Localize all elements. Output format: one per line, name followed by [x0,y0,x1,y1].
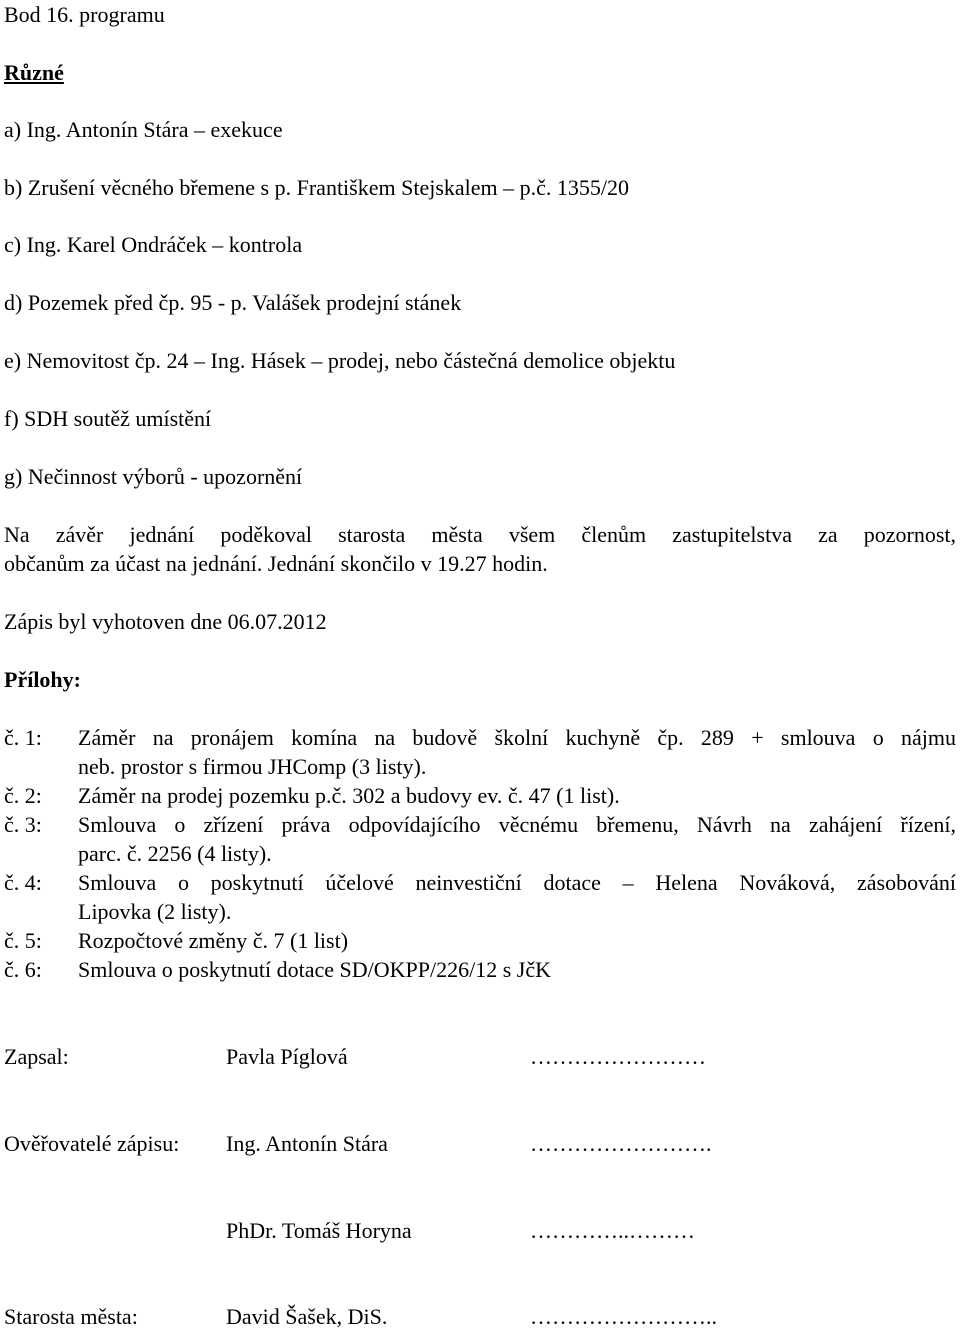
attachment-line: Lipovka (2 listy). [78,899,232,924]
attachment-text [78,723,956,781]
attachment-text [78,926,956,955]
signature-name: PhDr. Tomáš Horyna [226,1218,412,1243]
attachment-line: Rozpočtové změny č. 7 (1 list) [78,928,349,953]
signature-line: …………..……… [530,1218,695,1243]
signature-line: ……………………. [530,1131,712,1156]
signature-line: …………………….. [530,1304,717,1329]
attachment-number: č. 1: [4,725,42,750]
record-date: Zápis byl vyhotoven dne 06.07.2012 [4,609,327,634]
attachments-heading: Přílohy: [4,667,81,692]
signature-row [4,1042,956,1071]
signature-row [4,1129,956,1158]
attachment-line: Smlouva o zřízení práva odpovídajícího věcnému břemenu, Návrh na zahájení řízení, [78,812,956,837]
signature-name: David Šašek, DiS. [226,1304,388,1329]
signature-label: Starosta města: [4,1304,138,1329]
attachment-line: Smlouva o poskytnutí dotace SD/OKPP/226/12 s JčK [78,957,552,982]
signature-name: Pavla Píglová [226,1044,348,1069]
attachment-line: Záměr na pronájem komína na budově školní kuchyně čp. 289 + smlouva o nájmu [78,725,956,750]
agenda-item-heading: Bod 16. programu [4,2,165,27]
attachment-line: Záměr na prodej pozemku p.č. 302 a budovy ev. č. 47 (1 list). [78,783,620,808]
list-item: a) Ing. Antonín Stára – exekuce [4,117,283,142]
attachment-number: č. 2: [4,783,42,808]
closing-line: občanům za účast na jednání. Jednání skončilo v 19.27 hodin. [4,551,548,576]
attachment-text [78,955,956,984]
closing-paragraph [4,520,956,578]
signature-row [4,1216,956,1245]
attachment-line: parc. č. 2256 (4 listy). [78,841,272,866]
attachment-number: č. 6: [4,957,42,982]
attachment-text [78,810,956,868]
section-title: Různé [4,60,64,85]
attachment-number: č. 5: [4,928,42,953]
closing-line: Na závěr jednání poděkoval starosta města všem členům zastupitelstva za pozornost, [4,522,956,547]
signature-name: Ing. Antonín Stára [226,1131,388,1156]
attachment-number: č. 4: [4,870,42,895]
list-item: d) Pozemek před čp. 95 - p. Valášek prodejní stánek [4,290,462,315]
attachment-line: Smlouva o poskytnutí účelové neinvestiční dotace – Helena Nováková, zásobování [78,870,956,895]
attachment-number: č. 3: [4,812,42,837]
list-item: c) Ing. Karel Ondráček – kontrola [4,232,303,257]
list-item: g) Nečinnost výborů - upozornění [4,464,303,489]
list-item: b) Zrušení věcného břemene s p. Františkem Stejskalem – p.č. 1355/20 [4,175,630,200]
signature-row [4,1302,956,1331]
list-item: e) Nemovitost čp. 24 – Ing. Hásek – prodej, nebo částečná demolice objektu [4,348,676,373]
attachment-text [78,868,956,926]
signature-line: …………………… [530,1044,706,1069]
signature-label: Ověřovatelé zápisu: [4,1131,180,1156]
signature-label: Zapsal: [4,1044,69,1069]
attachment-line: neb. prostor s firmou JHComp (3 listy). [78,754,427,779]
list-item: f) SDH soutěž umístění [4,406,212,431]
attachment-text [78,781,956,810]
